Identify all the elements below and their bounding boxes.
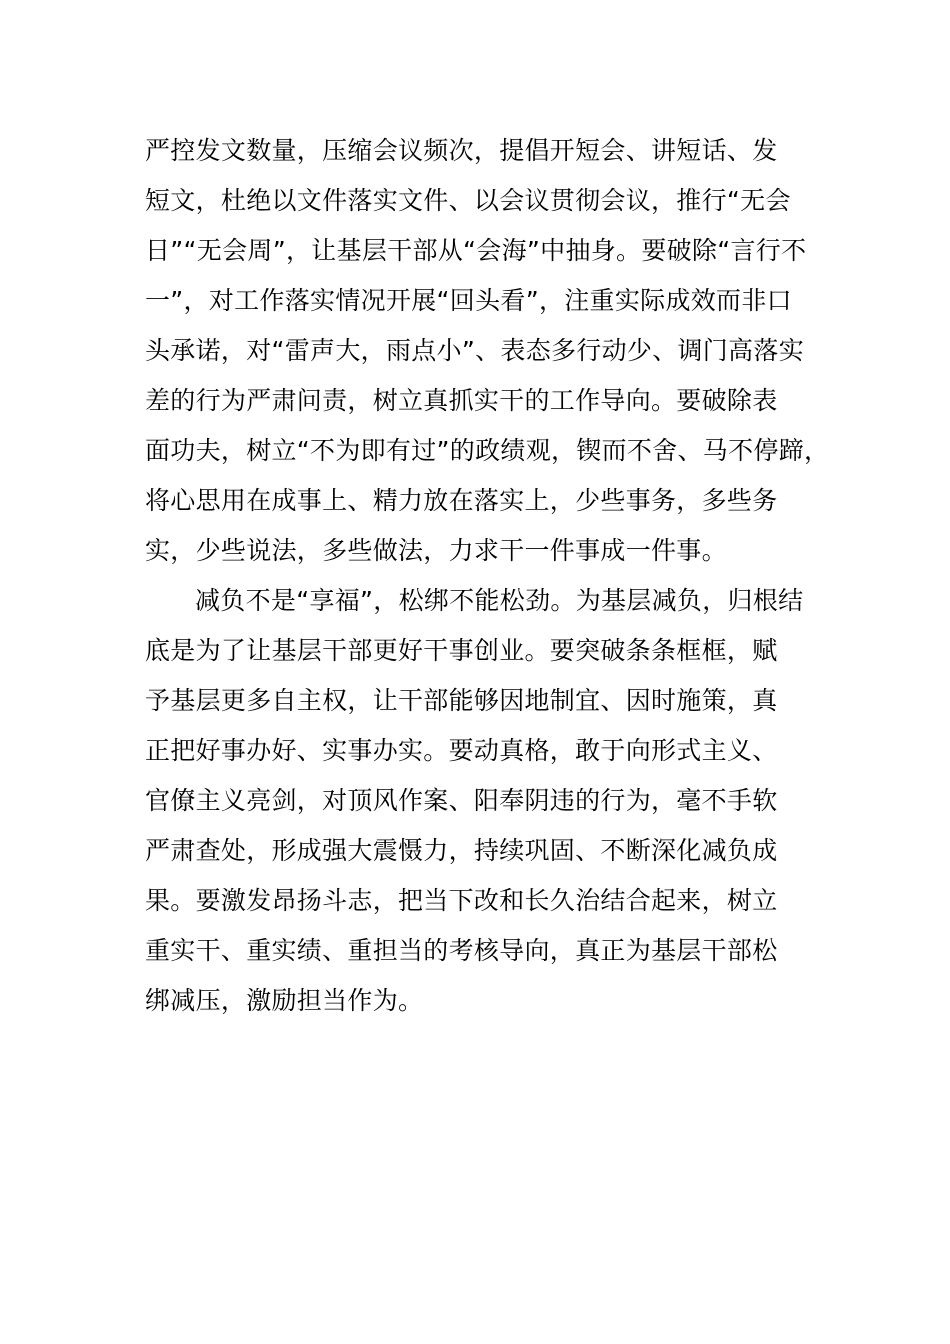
text-line: 将心思用在成事上、精力放在落实上，少些事务，多些务 <box>145 486 778 515</box>
text-line: 绑减压，激励担当作为。 <box>145 986 424 1015</box>
text-line: 正把好事办好、实事办实。要动真格，敢于向形式主义、 <box>145 736 778 765</box>
text-line: 头承诺，对“雷声大，雨点小”、表态多行动少、调门高落实 <box>145 336 805 365</box>
text-line: 严肃查处，形成强大震慑力，持续巩固、不断深化减负成 <box>145 836 778 865</box>
text-line: 差的行为严肃问责，树立真抓实干的工作导向。要破除表 <box>145 386 778 415</box>
text-line: 一”，对工作落实情况开展“回头看”，注重实际成效而非口 <box>145 286 792 315</box>
text-line: 面功夫，树立“不为即有过”的政绩观，锲而不舍、马不停蹄， <box>145 436 830 465</box>
text-line: 果。要激发昂扬斗志，把当下改和长久治结合起来，树立 <box>145 886 778 915</box>
text-line: 实，少些说法，多些做法，力求干一件事成一件事。 <box>145 536 727 565</box>
text-line: 短文，杜绝以文件落实文件、以会议贯彻会议，推行“无会 <box>145 186 791 215</box>
text-line: 重实干、重实绩、重担当的考核导向，真正为基层干部松 <box>145 936 778 965</box>
text-line: 予基层更多自主权，让干部能够因地制宜、因时施策，真 <box>145 686 778 715</box>
text-line: 底是为了让基层干部更好干事创业。要突破条条框框，赋 <box>145 636 778 665</box>
paragraph-start-line: 减负不是“享福”，松绑不能松劲。为基层减负，归根结 <box>195 586 804 615</box>
text-line: 官僚主义亮剑，对顶风作案、阳奉阴违的行为，毫不手软 <box>145 786 778 815</box>
document-body <box>145 126 835 1026</box>
text-line: 严控发文数量，压缩会议频次，提倡开短会、讲短话、发 <box>145 136 778 165</box>
text-line: 日”“无会周”，让基层干部从“会海”中抽身。要破除“言行不 <box>145 236 807 265</box>
